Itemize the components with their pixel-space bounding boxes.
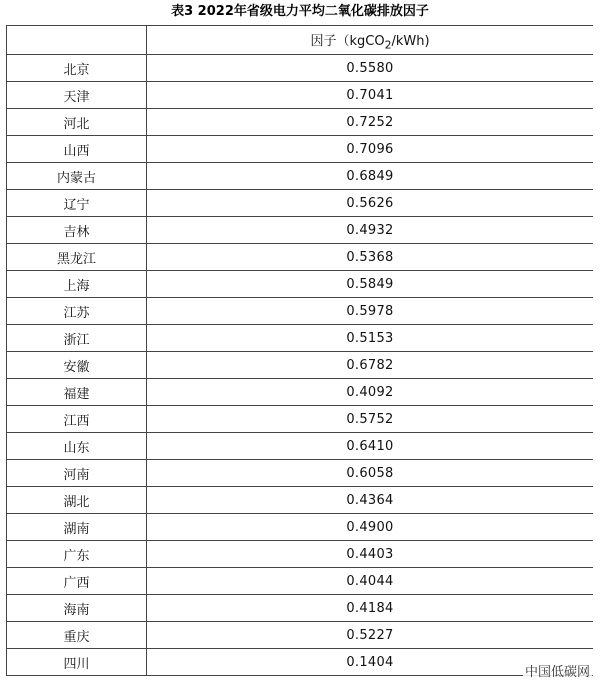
province-cell: 重庆: [7, 622, 147, 649]
province-cell: 海南: [7, 595, 147, 622]
table-row: [7, 217, 594, 244]
province-cell: 湖南: [7, 514, 147, 541]
table-row: [7, 82, 594, 109]
header-factor-subscript: 2: [384, 38, 392, 52]
province-cell: 山东: [7, 433, 147, 460]
factor-cell: 0.5227: [147, 622, 594, 649]
table-row: [7, 514, 594, 541]
province-cell: 河南: [7, 460, 147, 487]
province-cell: 内蒙古: [7, 163, 147, 190]
province-cell: 四川: [7, 649, 147, 676]
factor-cell: 0.4364: [147, 487, 594, 514]
province-cell: 北京: [7, 55, 147, 82]
province-cell: 江苏: [7, 298, 147, 325]
factor-cell: 0.5849: [147, 271, 594, 298]
table-title: 表3 2022年省级电力平均二氧化碳排放因子: [171, 4, 429, 19]
factor-cell: 0.5368: [147, 244, 594, 271]
table-body: [7, 55, 594, 676]
table-row: [7, 568, 594, 595]
province-cell: 浙江: [7, 325, 147, 352]
table-row: [7, 271, 594, 298]
factor-cell: 0.1404: [147, 649, 594, 676]
table-row: [7, 595, 594, 622]
province-cell: 广西: [7, 568, 147, 595]
table-row: [7, 163, 594, 190]
province-cell: 福建: [7, 379, 147, 406]
factor-cell: 0.5752: [147, 406, 594, 433]
factor-cell: 0.7041: [147, 82, 594, 109]
province-cell: 辽宁: [7, 190, 147, 217]
table-row: [7, 406, 594, 433]
province-cell: 广东: [7, 541, 147, 568]
watermark: 中国低碳网: [523, 661, 592, 680]
table-row: [7, 109, 594, 136]
table-row: [7, 433, 594, 460]
emission-factor-table: [6, 25, 593, 676]
factor-cell: 0.5153: [147, 325, 594, 352]
table-row: [7, 379, 594, 406]
factor-cell: 0.5580: [147, 55, 594, 82]
province-cell: 安徽: [7, 352, 147, 379]
table-row: [7, 244, 594, 271]
header-factor-suffix: /kWh): [391, 34, 430, 50]
province-cell: 山西: [7, 136, 147, 163]
header-factor: [147, 26, 594, 55]
province-cell: 吉林: [7, 217, 147, 244]
factor-cell: 0.4092: [147, 379, 594, 406]
factor-cell: 0.4044: [147, 568, 594, 595]
province-cell: 上海: [7, 271, 147, 298]
factor-cell: 0.7096: [147, 136, 594, 163]
header-province: [7, 26, 147, 55]
factor-cell: 0.6782: [147, 352, 594, 379]
province-cell: 河北: [7, 109, 147, 136]
factor-cell: 0.4932: [147, 217, 594, 244]
header-factor-prefix: 因子（kgCO: [310, 34, 385, 50]
table-row: [7, 622, 594, 649]
factor-cell: 0.6058: [147, 460, 594, 487]
factor-cell: 0.4403: [147, 541, 594, 568]
table-row: [7, 460, 594, 487]
table-row: [7, 325, 594, 352]
table-row: [7, 487, 594, 514]
factor-cell: 0.5626: [147, 190, 594, 217]
table-container: [6, 25, 593, 684]
table-header-row: [7, 26, 594, 55]
province-cell: 天津: [7, 82, 147, 109]
table-row: [7, 541, 594, 568]
province-cell: 黑龙江: [7, 244, 147, 271]
factor-cell: 0.4900: [147, 514, 594, 541]
table-row: [7, 649, 594, 676]
factor-cell: 0.6410: [147, 433, 594, 460]
province-cell: 江西: [7, 406, 147, 433]
table-row: [7, 55, 594, 82]
table-row: [7, 136, 594, 163]
factor-cell: 0.5978: [147, 298, 594, 325]
table-row: [7, 352, 594, 379]
province-cell: 湖北: [7, 487, 147, 514]
factor-cell: 0.6849: [147, 163, 594, 190]
table-row: [7, 190, 594, 217]
factor-cell: 0.4184: [147, 595, 594, 622]
table-row: [7, 298, 594, 325]
factor-cell: 0.7252: [147, 109, 594, 136]
